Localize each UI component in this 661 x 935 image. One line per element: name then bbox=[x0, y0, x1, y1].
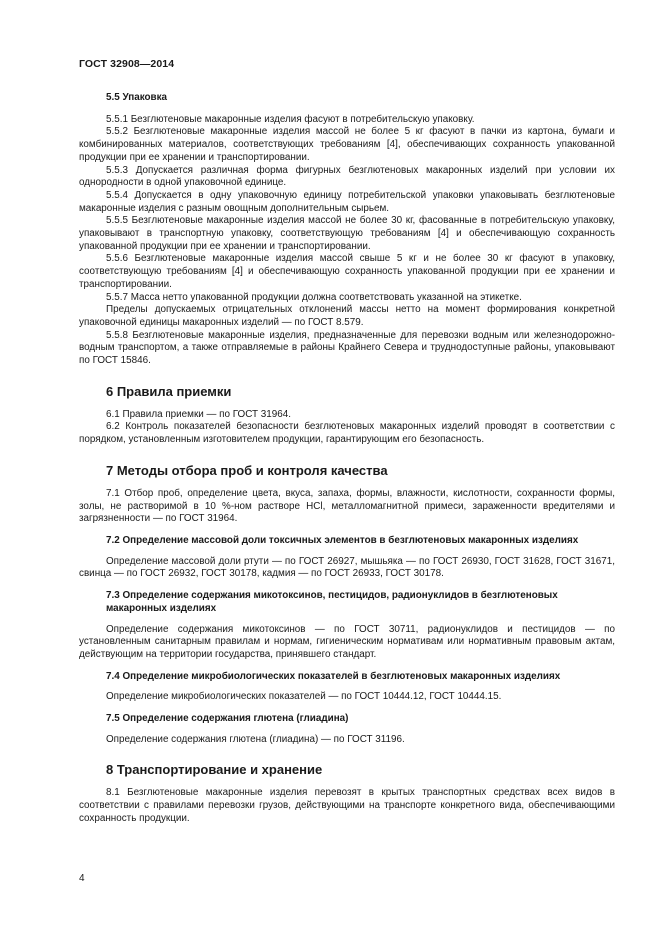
section-heading-5-5: 5.5 Упаковка bbox=[106, 92, 168, 103]
paragraph-5-5-4: 5.5.4 Допускается в одну упаковочную единицу потребительской упаковки упаковывать безглютеновые макаронные изделия с разным овощным дополнительным сырьем. bbox=[79, 189, 615, 214]
section-heading-7-5: 7.5 Определение содержания глютена (глиадина) bbox=[106, 713, 349, 725]
paragraph-7-4: Определение микробиологических показателей — по ГОСТ 10444.12, ГОСТ 10444.15. bbox=[106, 691, 502, 703]
paragraph-net-mass: Пределы допускаемых отрицательных отклонений массы нетто на момент формирования конкретной упаковочной единицы макаронных изделий — по ГОСТ 8.579. bbox=[79, 304, 615, 328]
section-heading-7-2: 7.2 Определение массовой доли токсичных элементов в безглютеновых макаронных изделиях bbox=[106, 534, 579, 546]
section-heading-7: 7 Методы отбора проб и контроля качества bbox=[106, 462, 388, 478]
section-heading-7-4: 7.4 Определение микробиологических показателей в безглютеновых макаронных изделиях bbox=[106, 670, 561, 682]
paragraph-5-5-1: 5.5.1 Безглютеновые макаронные изделия фасуют в потребительскую упаковку. bbox=[106, 113, 475, 125]
paragraph-7-5: Определение содержания глютена (глиадина) — по ГОСТ 31196. bbox=[106, 733, 405, 745]
document-header: ГОСТ 32908—2014 bbox=[79, 58, 175, 70]
paragraph-5-5-6: 5.5.6 Безглютеновые макаронные изделия массой свыше 5 кг и не более 30 кг фасуют в упаковку, соответствующую требованиям [4] и обеспечивающую сохранность упакованной продукции при ее хранении и транспортировании. bbox=[79, 253, 615, 290]
section-heading-6: 6 Правила приемки bbox=[106, 383, 232, 399]
paragraph-5-5-8: 5.5.8 Безглютеновые макаронные изделия, предназначенные для перевозки водным или железнодорожно-водным транспортом, а также отправляемые в районы Крайнего Севера и труднодоступные районы, упаковывают по ГОСТ 15846. bbox=[79, 329, 615, 367]
paragraph-7-1: 7.1 Отбор проб, определение цвета, вкуса, запаха, формы, влажности, кислотности, сохранности формы, золы, не растворимой в 10 %-ном растворе HCl, металломагнитной примеси, зараженности вредителями и загрязненности — по ГОСТ 31964. bbox=[79, 487, 615, 525]
paragraph-5-5-2: 5.5.2 Безглютеновые макаронные изделия массой не более 5 кг фасуют в пачки из картона, бумаги и комбинированных материалов, соответствующих требованиям [4], обеспечивающих сохранность упакованной продукции при ее хранении и транспортировании. bbox=[79, 126, 615, 163]
paragraph-8-1: 8.1 Безглютеновые макаронные изделия перевозят в крытых транспортных средствах всех видов в соответствии с правилами перевозки грузов, действующими на транспорте конкретного вида, обеспечивающими сохранность продукции. bbox=[79, 787, 615, 824]
section-heading-7-3: 7.3 Определение содержания микотоксинов, пестицидов, радионуклидов в безглютеновых макаронных изделиях bbox=[106, 590, 558, 614]
paragraph-6-2: 6.2 Контроль показателей безопасности безглютеновых макаронных изделий проводят в соответствии с порядком, установленным изготовителем продукции, гарантирующим его безопасность. bbox=[79, 421, 615, 446]
paragraph-6-1: 6.1 Правила приемки — по ГОСТ 31964. bbox=[106, 408, 291, 420]
page-number: 4 bbox=[79, 873, 85, 884]
paragraph-5-5-7: 5.5.7 Масса нетто упакованной продукции должна соответствовать указанной на этикетке. bbox=[106, 291, 522, 303]
paragraph-5-5-5: 5.5.5 Безглютеновые макаронные изделия массой не более 30 кг, фасованные в потребительскую упаковку, упаковывают в транспортную упаковку, соответствующую требованиям [4] и обеспечивающую сохранность упакованной продукции при ее хранении и транспортировании. bbox=[79, 215, 615, 252]
paragraph-7-2: Определение массовой доли ртути — по ГОСТ 26927, мышьяка — по ГОСТ 26930, ГОСТ 31628, ГОСТ 31671, свинца — по ГОСТ 26932, ГОСТ 30178, кадмия — по ГОСТ 26933, ГОСТ 30178. bbox=[79, 555, 615, 580]
section-heading-8: 8 Транспортирование и хранение bbox=[106, 762, 323, 778]
paragraph-5-5-3: 5.5.3 Допускается различная форма фигурных безглютеновых макаронных изделий при условии их однородности в одной упаковочной единице. bbox=[79, 164, 615, 189]
document-body bbox=[79, 92, 615, 826]
paragraph-7-3: Определение содержания микотоксинов — по ГОСТ 30711, радионуклидов и пестицидов — по установленным санитарным правилам и нормам, гигиеническим нормативам или нормативным правовым актам, действующим на территории государства, принявшего стандарт. bbox=[79, 623, 615, 660]
